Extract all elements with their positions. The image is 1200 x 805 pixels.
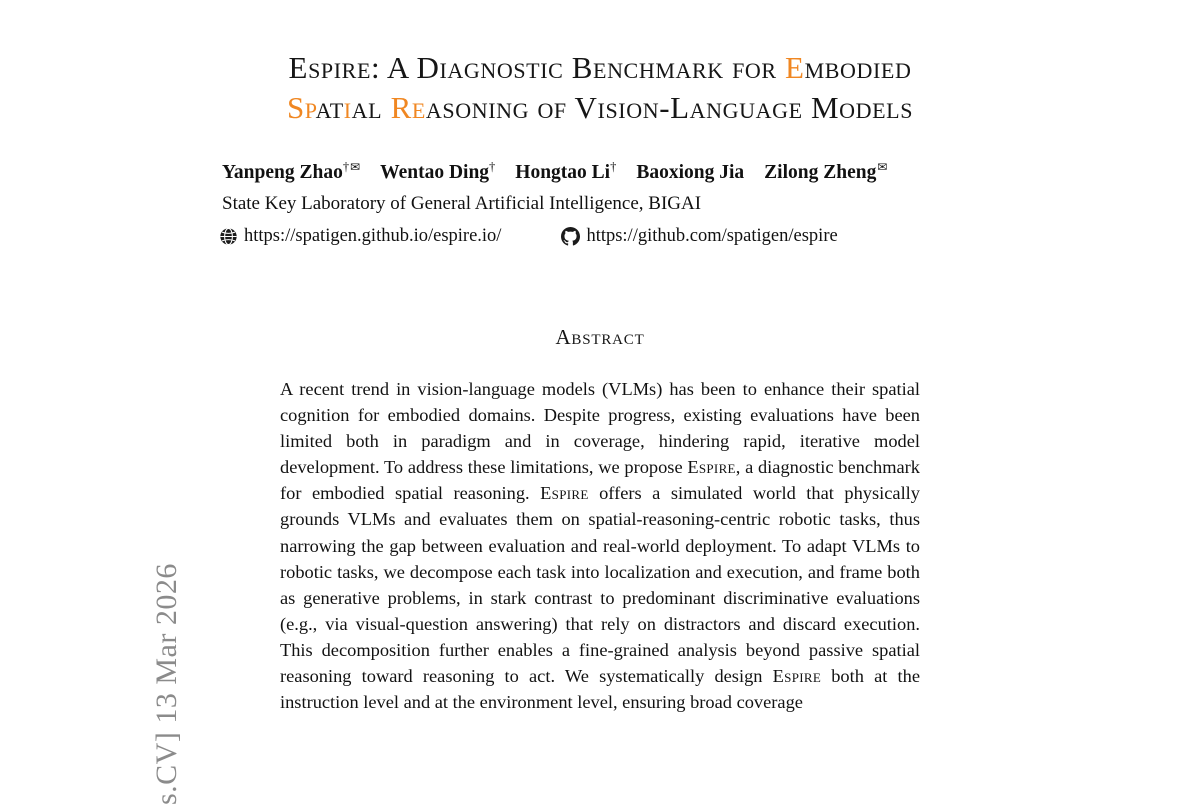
abstract-section (0, 325, 1200, 715)
title-text-segment: mbodied (804, 50, 912, 85)
project-links (0, 226, 1200, 247)
author-name: Hongtao Li (515, 162, 611, 183)
affiliation: State Key Laboratory of General Artificial Intelligence, BIGAI (222, 193, 702, 214)
abstract-heading: Abstract (555, 325, 645, 349)
arxiv-stamp-text: s.CV] 13 Mar 2026 (150, 563, 183, 805)
title-text-segment: at (315, 90, 344, 125)
corresponding-author-envelope-icon: ✉ (877, 159, 888, 174)
abstract-text-segment: both at the instruction level and at the environment level, ensuring broad coverage (280, 666, 920, 713)
title-text-segment: Espire: A Diagnostic Benchmark for (288, 50, 786, 85)
author-dagger-marker: † (489, 159, 496, 174)
author-list (222, 161, 1200, 185)
github-icon (561, 227, 580, 246)
author-entry (764, 161, 887, 185)
author-name: Wentao Ding (380, 162, 490, 183)
title-highlight-letters: Re (390, 90, 426, 125)
author-dagger-marker: † (610, 159, 617, 174)
author-block (0, 161, 1200, 216)
corresponding-author-envelope-icon: ✉ (350, 159, 361, 174)
abstract-text-segment: A recent trend in vision-language models (VLMs) has been to enhance their spatial cognition for embodied domains. Despite progress, existing evaluations have been limited both in paradigm and in coverage, hindering rapid, iterative model development. To address these limitations, we propose (280, 379, 920, 478)
author-name: Baoxiong Jia (636, 162, 745, 183)
title-line-1 (0, 48, 1200, 88)
project-website-link[interactable] (219, 226, 501, 247)
benchmark-name-mention: Espire (687, 457, 736, 478)
title-highlight-letters: i (343, 90, 352, 125)
title-highlight-letters: E (785, 50, 805, 85)
benchmark-name-mention: Espire (540, 483, 589, 504)
github-repo-link[interactable] (561, 226, 837, 247)
title-line-2 (0, 88, 1200, 128)
paper-title (0, 0, 1200, 128)
author-entry (380, 161, 495, 185)
author-dagger-marker: † (342, 159, 350, 174)
abstract-text-segment: , a diagnostic benchmark for embodied spatial reasoning. (280, 457, 920, 504)
github-repo-url: https://github.com/spatigen/espire (586, 226, 838, 246)
author-entry (636, 161, 744, 185)
benchmark-name-mention: Espire (772, 666, 822, 687)
author-entry (222, 161, 360, 185)
project-website-url: https://spatigen.github.io/espire.io/ (244, 226, 502, 246)
title-text-segment: asoning of Vision-Language Models (425, 90, 914, 125)
abstract-text-segment: offers a simulated world that physically grounds VLMs and evaluates them on spatial-reasoning-centric robotic tasks, thus narrowing the gap between evaluation and real-world deployment. To adapt VLMs to robotic tasks, we decompose each task into localization and execution, and frame both as generative problems, in stark contrast to predominant discriminative evaluations (e.g., via visual-question answering) that rely on distractors and discard execution. This decomposition further enables a fine-grained analysis beyond passive spatial reasoning toward reasoning to act. We systematically design (280, 483, 920, 687)
title-text-segment: al (351, 90, 391, 125)
abstract-paragraph (280, 376, 920, 715)
title-highlight-letters: Sp (286, 90, 316, 125)
author-entry (515, 161, 616, 185)
globe-icon (219, 227, 238, 246)
author-name: Zilong Zheng (764, 162, 877, 183)
author-name: Yanpeng Zhao (222, 162, 343, 183)
